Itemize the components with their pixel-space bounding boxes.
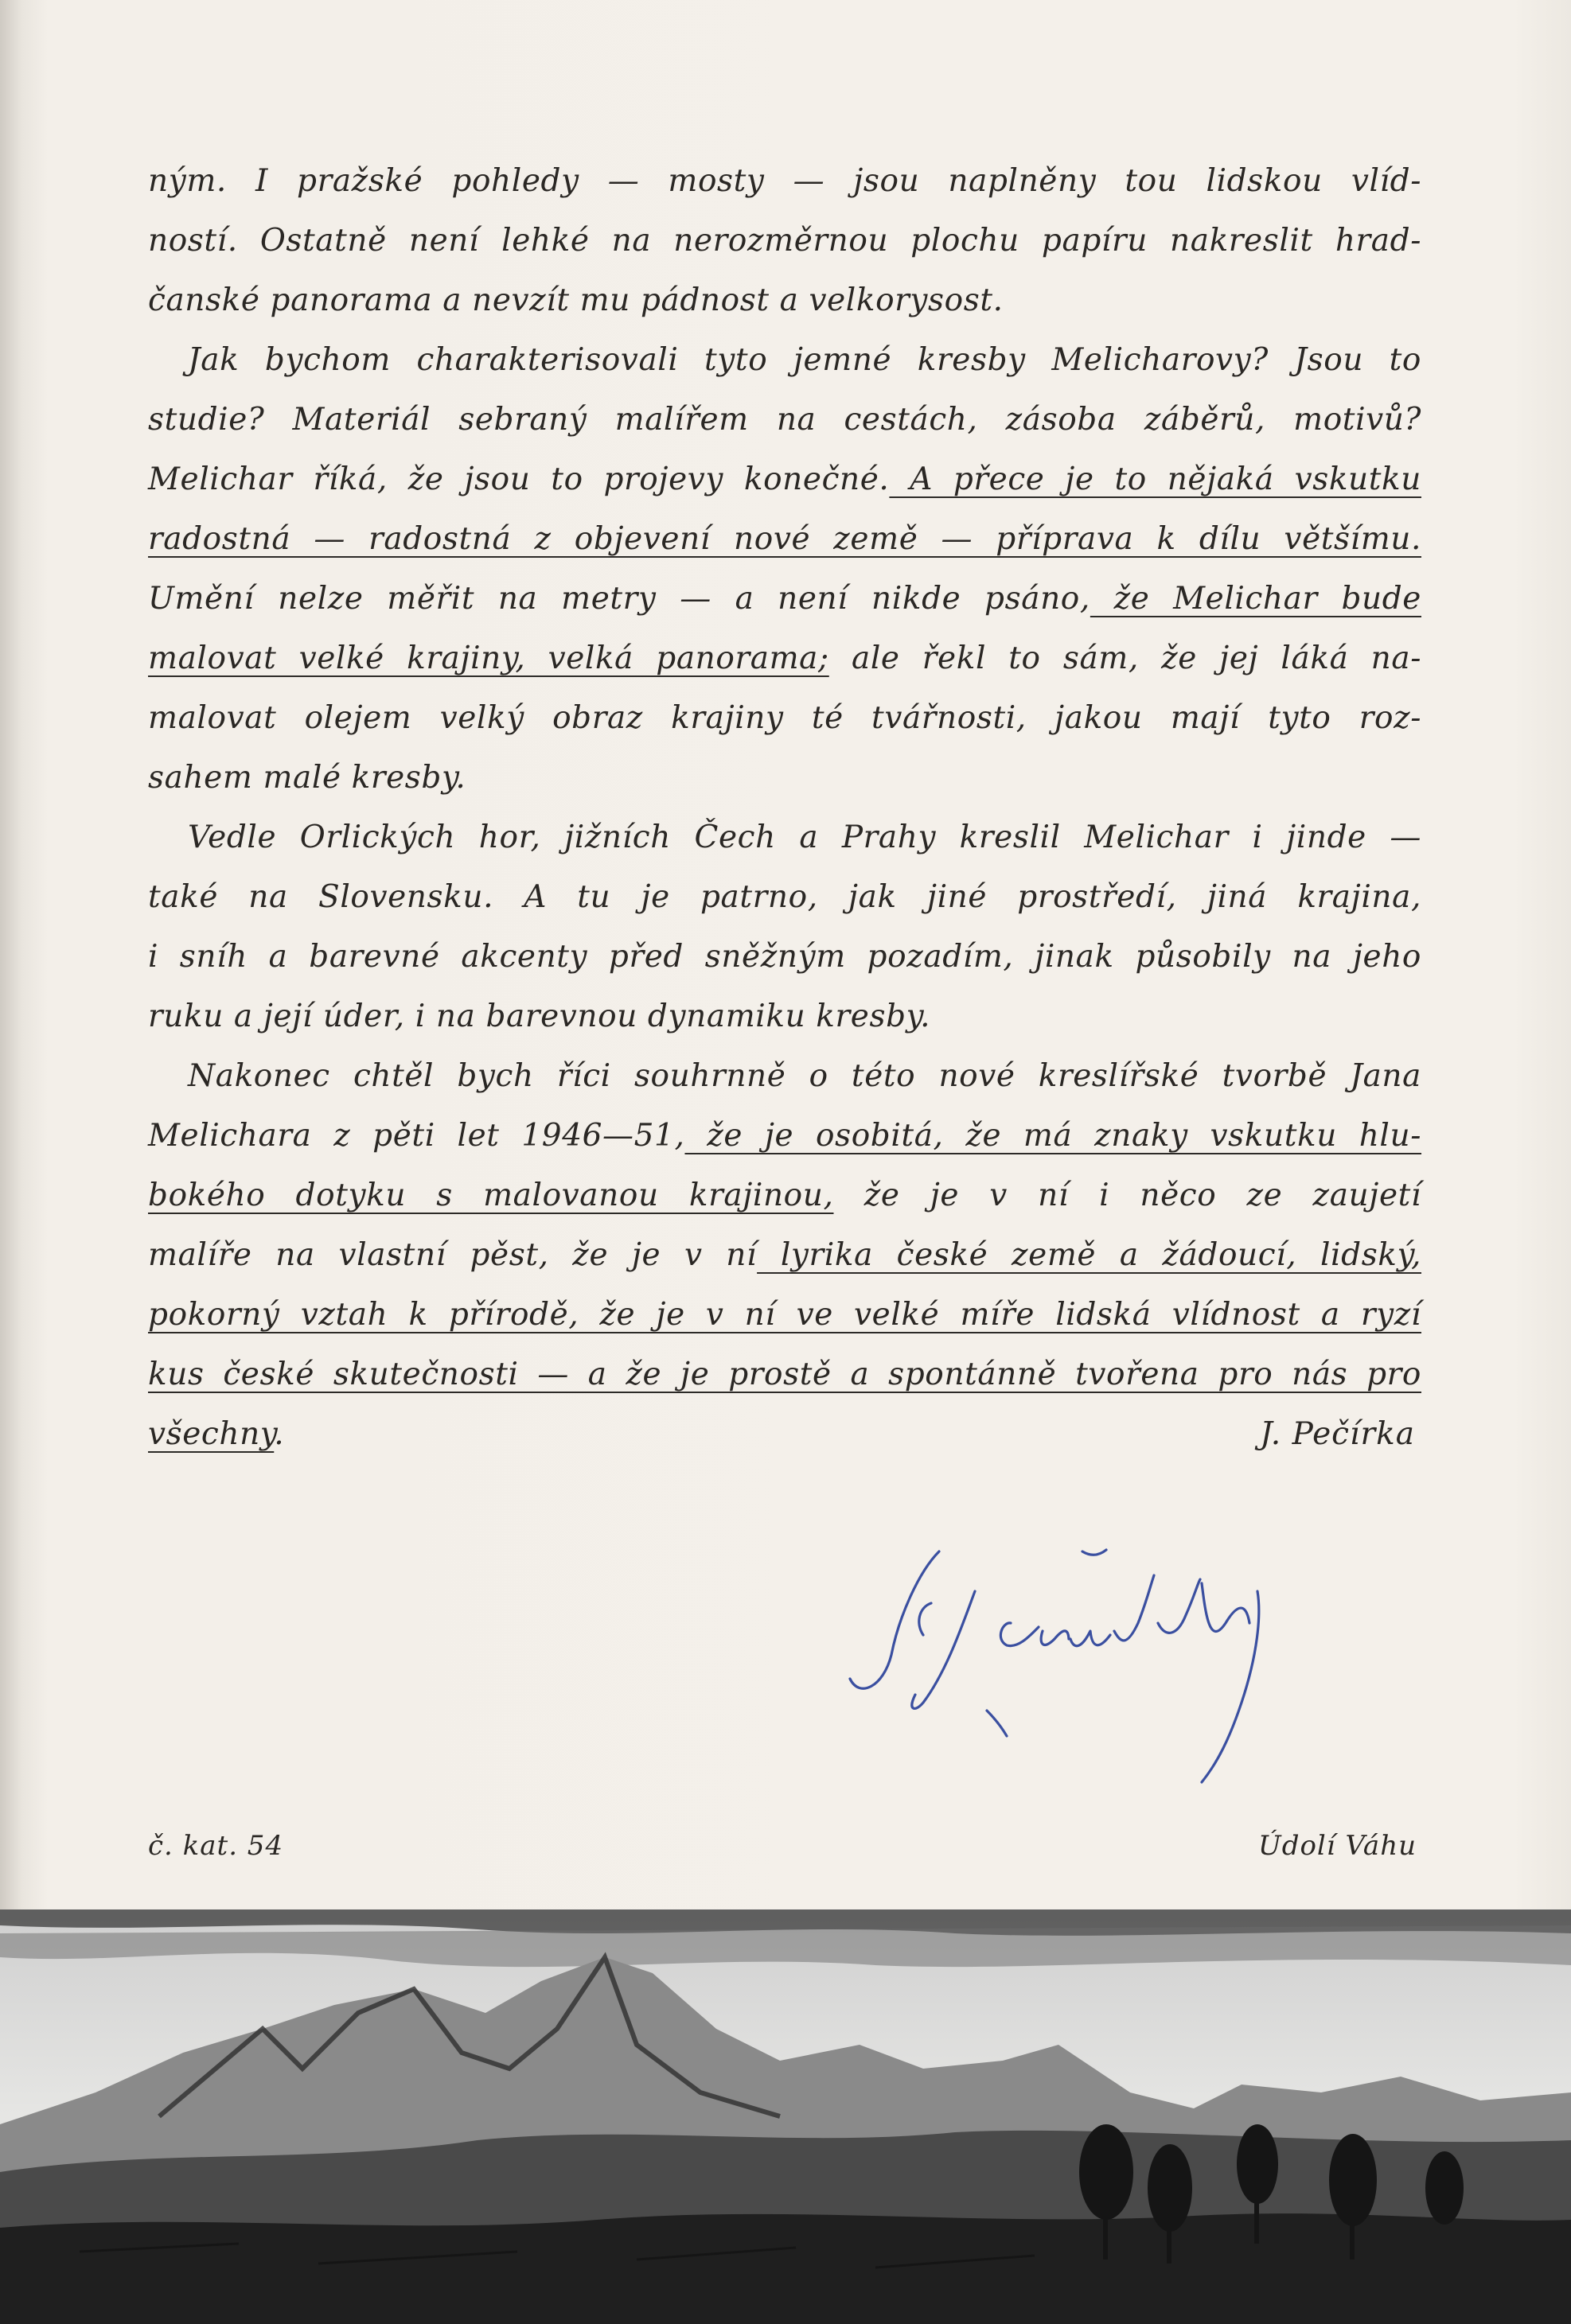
- text-line: [148, 569, 1421, 629]
- underlined-segment: bokého dotyku s malovanou krajinou,: [148, 1178, 834, 1213]
- underlined-segment: že je osobitá, že má znaky vskutku hlu-: [684, 1118, 1422, 1154]
- text-segment: ale řekl to sám, že jej láká na-: [828, 640, 1422, 676]
- text-line: [148, 1106, 1421, 1166]
- text-line: ruku a její úder, i na barevnou dynamiku kresby.: [148, 999, 931, 1034]
- text-line: ným. I pražské pohledy — mosty — jsou naplněny tou lidskou vlíd-: [148, 163, 1421, 199]
- underlined-segment: A přece je to nějaká vskutku: [889, 461, 1421, 497]
- text-line: studie? Materiál sebraný malířem na cestách, zásoba záběrů, motivů?: [148, 402, 1421, 438]
- text-line: malovat olejem velký obraz krajiny té tvářnosti, jakou mají tyto roz-: [148, 700, 1421, 736]
- text-line: sahem malé kresby.: [148, 760, 466, 796]
- underlined-segment: že Melichar bude: [1090, 581, 1421, 617]
- catalog-number: č. kat. 54: [148, 1830, 284, 1862]
- closing-segment: [148, 1404, 284, 1464]
- underlined-segment: lyrika české země a žádoucí, lidský,: [757, 1237, 1421, 1273]
- text-line: Jak bychom charakterisovali tyto jemné kresby Melicharovy? Jsou to: [188, 342, 1421, 378]
- text-line: [148, 629, 1421, 688]
- ink-landscape-drawing-icon: [0, 1909, 1571, 2324]
- author-name: J. Pečírka: [1260, 1416, 1415, 1452]
- text-line: Vedle Orlických hor, jižních Čech a Prahy kreslil Melichar i jinde —: [188, 819, 1421, 855]
- text-segment: .: [274, 1416, 285, 1452]
- text-segment: Umění nelze měřit na metry — a není nikde psáno,: [148, 581, 1090, 617]
- text-line: [148, 450, 1421, 509]
- signature-icon: [844, 1528, 1417, 1830]
- text-line: [148, 1225, 1421, 1285]
- illustration-title: Údolí Váhu: [1258, 1830, 1417, 1862]
- text-line: čanské panorama a nevzít mu pádnost a velkorysost.: [148, 282, 1004, 318]
- text-line: také na Slovensku. A tu je patrno, jak jiné prostředí, jiná krajina,: [148, 879, 1421, 915]
- text-segment: malíře na vlastní pěst, že je v ní: [148, 1237, 758, 1273]
- underlined-segment: malovat velké krajiny, velká panorama;: [148, 640, 829, 676]
- text-segment: Melichar říká, že jsou to projevy konečné.: [148, 461, 890, 497]
- text-line-underlined: pokorný vztah k přírodě, že je v ní ve velké míře lidská vlídnost a ryzí: [148, 1297, 1421, 1333]
- text-segment: Melichara z pěti let 1946—51,: [148, 1118, 685, 1154]
- underlined-segment: všechny: [148, 1416, 275, 1452]
- text-line: i sníh a barevné akcenty před sněžným pozadím, jinak působily na jeho: [148, 939, 1421, 975]
- text-segment: že je v ní i něco ze zaujetí: [833, 1178, 1421, 1213]
- text-line: [148, 1166, 1421, 1225]
- text-line-underlined: radostná — radostná z objevení nové země — příprava k dílu většímu.: [148, 521, 1421, 557]
- closing-line: [148, 1404, 1421, 1464]
- body-text: [148, 151, 1421, 1464]
- text-line: Nakonec chtěl bych říci souhrnně o této nové kreslířské tvorbě Jana: [188, 1058, 1421, 1094]
- text-line: ností. Ostatně není lehké na nerozměrnou plochu papíru nakreslit hrad-: [148, 223, 1421, 259]
- text-line-underlined: kus české skutečnosti — a že je prostě a spontánně tvořena pro nás pro: [148, 1357, 1421, 1392]
